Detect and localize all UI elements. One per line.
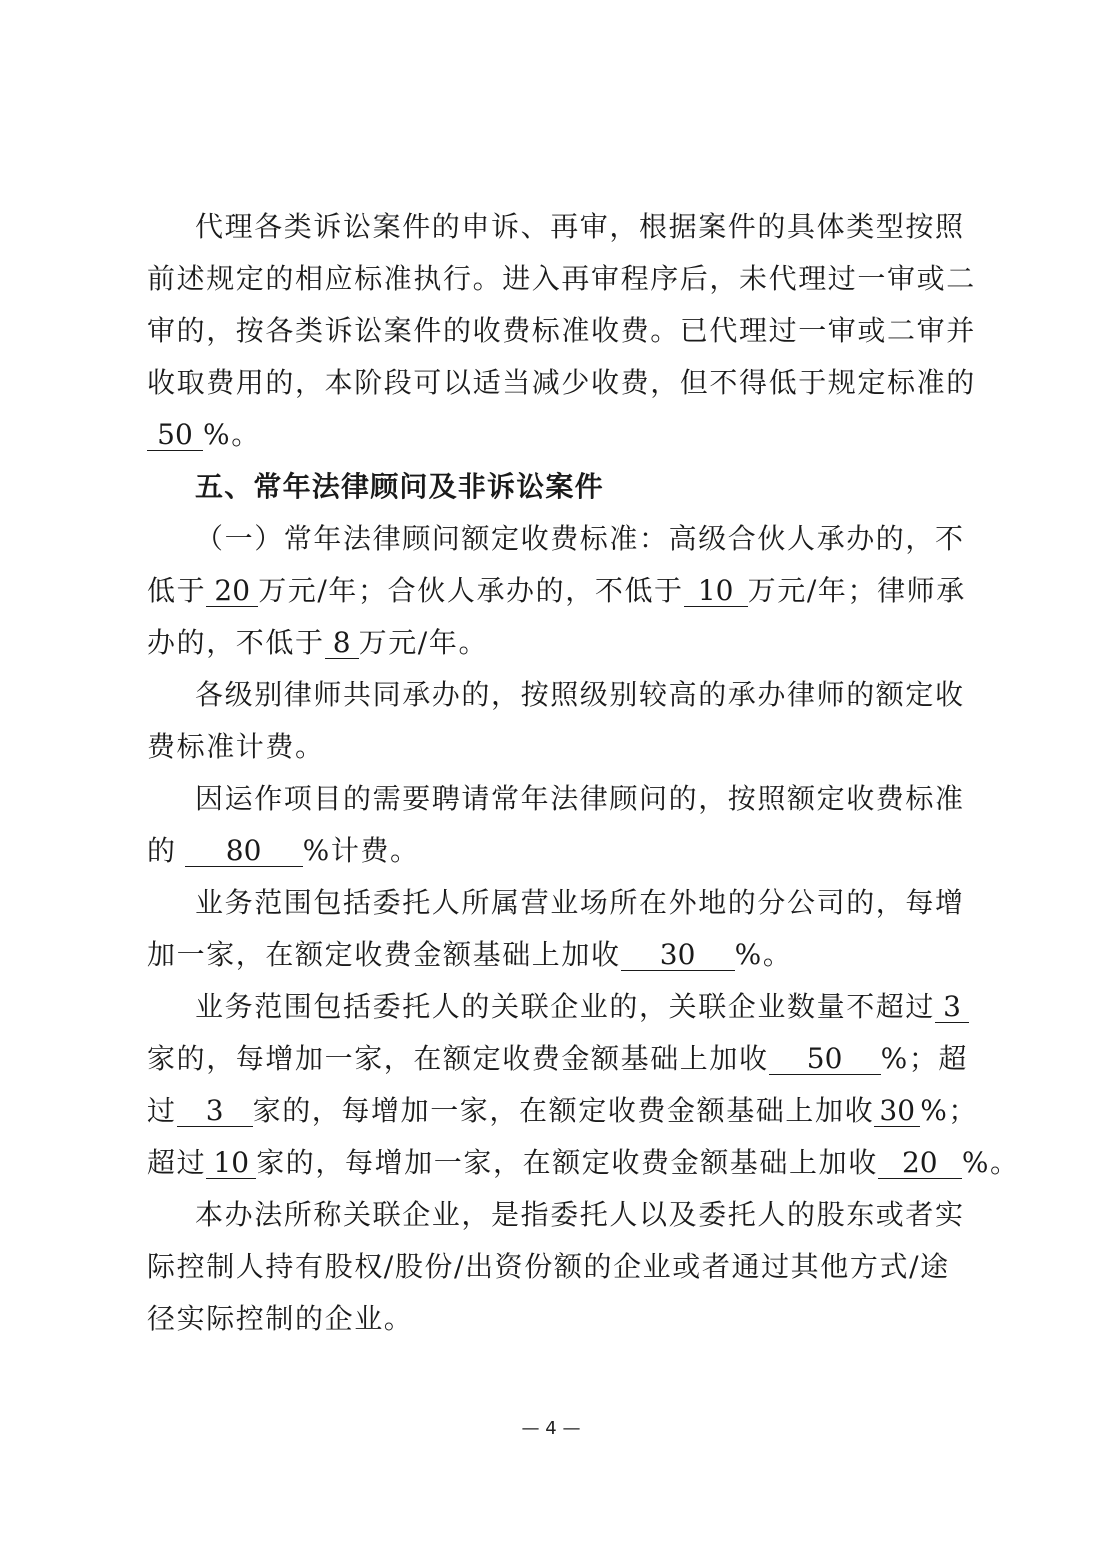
text-fragment: 超过: [147, 1146, 207, 1179]
paragraph-line: （一）常年法律顾问额定收费标准：高级合伙人承办的，不: [195, 522, 965, 555]
text-fragment: 家的，每增加一家，在额定收费金额基础上加收: [147, 1042, 769, 1075]
branch-percent-blank: 30: [621, 940, 735, 971]
affiliate-limit-blank: 10: [206, 1148, 256, 1179]
affiliate-limit-blank: 3: [177, 1096, 253, 1127]
text-fragment: %。: [961, 1146, 1020, 1179]
paragraph-line: 径实际控制的企业。: [147, 1302, 414, 1335]
paragraph-line: [147, 1143, 1020, 1183]
paragraph-line: [147, 1091, 978, 1131]
paragraph-line: 各级别律师共同承办的，按照级别较高的承办律师的额定收: [195, 678, 965, 711]
text-fragment: 加一家，在额定收费金额基础上加收: [147, 938, 621, 971]
text-fragment: 过: [147, 1094, 177, 1127]
paragraph-line: 业务范围包括委托人所属营业场所在外地的分公司的，每增: [195, 886, 965, 919]
paragraph-line: 际控制人持有股权/股份/出资份额的企业或者通过其他方式/途: [147, 1250, 950, 1283]
text-fragment: 万元/年；合伙人承办的，不低于: [258, 574, 684, 607]
paragraph-line: 费标准计费。: [147, 730, 325, 763]
affiliate-percent-blank: 20: [878, 1148, 962, 1179]
text-fragment: 万元/年；律师承: [747, 574, 966, 607]
lawyer-fee-blank: 8: [325, 628, 359, 659]
affiliate-percent-blank: 30: [874, 1096, 920, 1127]
text-fragment: %。: [203, 418, 261, 451]
paragraph-line: [147, 571, 966, 611]
paragraph-line: [147, 415, 261, 455]
text-fragment: 家的，每增加一家，在额定收费金额基础上加收: [252, 1094, 875, 1127]
text-fragment: 家的，每增加一家，在额定收费金额基础上加收: [256, 1146, 878, 1179]
text-fragment: %。: [734, 938, 793, 971]
text-fragment: %；超: [880, 1042, 969, 1075]
paragraph-line: 收取费用的，本阶段可以适当减少收费，但不得低于规定标准的: [147, 366, 976, 399]
text-fragment: %计费。: [302, 834, 420, 867]
paragraph-line: [147, 1039, 968, 1079]
text-fragment: 的: [147, 834, 177, 867]
text-fragment: %；: [920, 1094, 979, 1127]
min-percent-blank: 50: [147, 420, 203, 451]
affiliate-limit-blank: 3: [935, 992, 969, 1023]
section-heading: 五、常年法律顾问及非诉讼案件: [195, 470, 604, 503]
affiliate-percent-blank: 50: [769, 1044, 881, 1075]
senior-partner-fee-blank: 20: [206, 576, 258, 607]
partner-fee-blank: 10: [684, 576, 748, 607]
paragraph-line: [147, 831, 420, 871]
text-fragment: 低于: [147, 574, 207, 607]
project-percent-blank: 80: [185, 836, 303, 867]
paragraph-line: [147, 935, 792, 975]
text-fragment: 万元/年。: [358, 626, 489, 659]
page-number: — 4 —: [521, 1418, 581, 1439]
paragraph-line: [147, 623, 488, 663]
paragraph-line: 代理各类诉讼案件的申诉、再审，根据案件的具体类型按照: [195, 210, 965, 243]
paragraph-line: 本办法所称关联企业，是指委托人以及委托人的股东或者实: [195, 1198, 965, 1231]
text-fragment: 办的，不低于: [147, 626, 325, 659]
text-fragment: 业务范围包括委托人的关联企业的，关联企业数量不超过: [195, 990, 936, 1023]
paragraph-line: 前述规定的相应标准执行。进入再审程序后，未代理过一审或二: [147, 262, 976, 295]
paragraph-line: [195, 987, 969, 1027]
paragraph-line: 审的，按各类诉讼案件的收费标准收费。已代理过一审或二审并: [147, 314, 976, 347]
paragraph-line: 因运作项目的需要聘请常年法律顾问的，按照额定收费标准: [195, 782, 965, 815]
